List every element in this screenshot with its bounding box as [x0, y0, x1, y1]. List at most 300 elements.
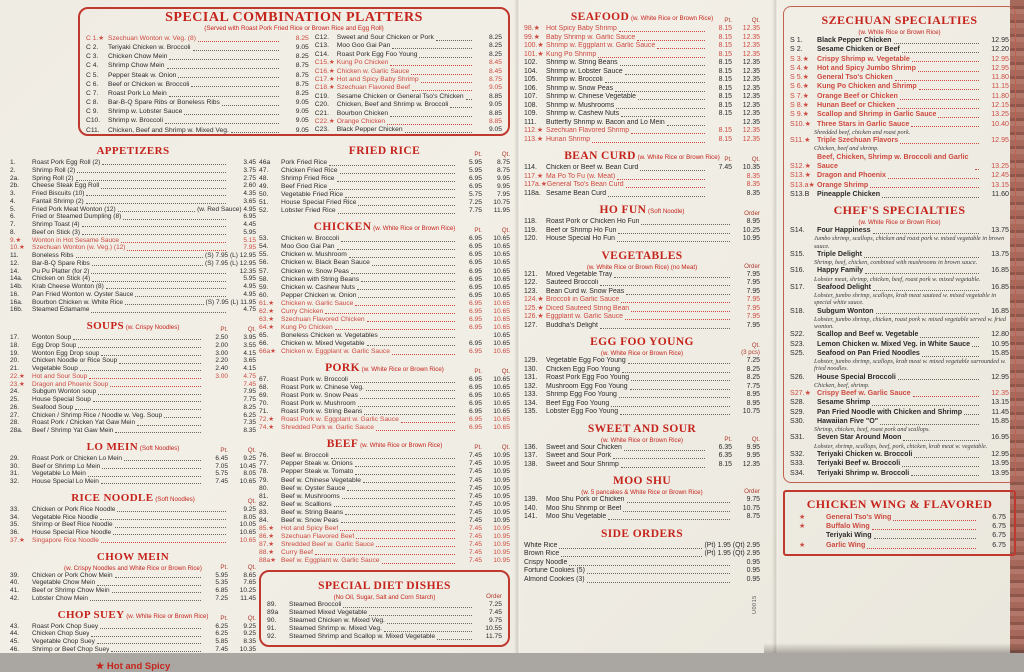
item-name: Szechuan Wonton (w. Veg.) (12): [32, 244, 126, 252]
dotted-leader: [76, 180, 226, 181]
item-price-quart: 10.65: [493, 376, 510, 384]
dotted-leader: [98, 394, 201, 395]
item-number: 117a.★: [524, 181, 547, 188]
dotted-leader: [895, 80, 979, 81]
item-price-pint: 8.15: [718, 127, 732, 134]
item-number: S12.★: [790, 161, 811, 170]
item-name: Shrimp Fried Rice: [281, 175, 335, 183]
item-price-quart: 12.35: [742, 110, 760, 117]
item-price: 13.95: [991, 459, 1009, 468]
item-name: Dragon and Phoenix Soup: [32, 380, 109, 388]
item-name: Wonton Egg Drop soup: [32, 349, 100, 357]
item-name: Roast Pork or Chicken Lo Mein: [32, 454, 122, 462]
section-title: RICE NOODLE: [71, 491, 154, 504]
dotted-leader: [874, 538, 976, 539]
dotted-leader: [903, 440, 979, 441]
item-name: Orange Chicken: [336, 118, 386, 126]
section-note: (w. White Rice or Brown Rice): [600, 350, 684, 357]
price-column-headers: [707, 263, 760, 270]
dotted-leader: [621, 467, 705, 468]
item-number: 45.: [10, 638, 20, 645]
dotted-leader: [382, 563, 455, 564]
menu-item-row: [524, 444, 760, 453]
dotted-leader: [619, 397, 730, 398]
menu-item-row: [315, 110, 502, 118]
menu-item-row: [10, 159, 256, 167]
item-number: 86.★: [259, 532, 275, 540]
menu-item-row: [259, 557, 510, 565]
price-col-header: Pt.: [474, 151, 482, 158]
item-name: Lobster Chow Mein: [32, 594, 88, 602]
menu-item-row: [10, 381, 256, 389]
item-number: 12.: [10, 259, 20, 267]
section-title: SPECIAL DIET DISHES: [318, 580, 451, 593]
item-name: Shrimp or Beef Chop Suey: [32, 645, 110, 653]
item-number: 107.: [524, 93, 538, 100]
item-price: 3.75: [243, 166, 256, 174]
dotted-leader: [167, 68, 279, 69]
item-number: 37.★: [10, 536, 25, 544]
item-number: S15.: [790, 249, 805, 258]
dotted-leader: [360, 398, 455, 399]
price-col-header: Qt.: [247, 497, 256, 505]
item-number: 16b.: [10, 306, 23, 314]
item-number: 40.: [10, 579, 20, 587]
item-name: Vegetable Lo Mein: [32, 470, 86, 478]
item-name: Shrimp w. String Beans: [546, 59, 618, 66]
item-number: 54.: [259, 243, 269, 251]
item-price-quart: 9.95: [496, 183, 510, 191]
dotted-leader: [911, 126, 979, 127]
item-price: 9.05: [488, 101, 502, 109]
special-combination-platters-box: [78, 7, 510, 136]
item-description: Lobster, shrimp, scallops, beef, pork, chicken, krab meat w. vegetable.: [814, 442, 988, 450]
dotted-leader: [617, 241, 730, 242]
item-number: 6.: [10, 213, 16, 221]
item-price-pint: 6.95: [468, 243, 482, 251]
item-name: Chicken w. Broccoli: [281, 235, 339, 243]
price-column-headers: [707, 488, 760, 495]
item-price-quart: 10.65: [493, 331, 510, 339]
dotted-leader: [355, 466, 455, 467]
item-number: 76.: [259, 452, 269, 460]
item-name: Butterfly Shrimp w. Bacon and Lo Mein: [546, 118, 665, 126]
menu-item-row: [86, 89, 309, 98]
section-title: BEEF: [326, 438, 359, 451]
dotted-leader: [630, 389, 730, 390]
dotted-leader: [341, 241, 455, 242]
fold-crease: [514, 0, 521, 653]
menu-item-row: [524, 93, 760, 102]
menu-item-row: [259, 159, 510, 167]
section-note: (Soft Noodles): [138, 444, 180, 452]
item-name: Fried Pork Meat Wonton (12): [32, 205, 116, 213]
item-number: S23.: [790, 339, 805, 348]
item-description: Lobster, jumbo shrimp, chicken, roast pork w. mixed vegetable served w. fried wonton.: [814, 315, 1007, 331]
item-name: Happy Family: [817, 266, 864, 275]
item-price-quart: 12.35: [742, 84, 760, 92]
menu-item-row: [524, 550, 760, 559]
menu-item-row: [10, 275, 256, 283]
section-header: [10, 547, 256, 565]
menu-item-row: [259, 251, 510, 259]
item-price-quart: 4.75: [243, 372, 256, 380]
item-price: 8.25: [488, 50, 502, 58]
section-note: (w. 5 pancakes & White Rice or Brown Rice): [581, 489, 703, 496]
item-name: Mixed Vegetable Tray: [546, 270, 613, 278]
item-number: 65.: [259, 331, 269, 339]
item-price: 12.80: [991, 330, 1009, 339]
item-number: C22.★: [314, 118, 335, 126]
item-number: 137.: [524, 452, 538, 459]
item-price-pint: 8.15: [718, 67, 732, 75]
item-name: Chicken Chop Suey: [32, 630, 90, 638]
dotted-leader: [657, 48, 705, 49]
menu-section: [10, 488, 256, 545]
menu-item-row: [315, 126, 502, 134]
item-price-quart: 10.65: [493, 243, 510, 251]
menu-item-row: [524, 496, 760, 505]
item-number: 89.: [267, 601, 277, 609]
price-col-header: Order: [744, 210, 760, 217]
item-price: 8.75: [488, 76, 502, 84]
dotted-leader: [637, 40, 705, 41]
item-price-quart: 10.65: [493, 307, 510, 315]
price-column-headers: [203, 447, 256, 454]
item-name: Beef w. Mushrooms: [281, 492, 340, 500]
item-number: S 2.: [790, 45, 803, 54]
menu-item-row: [524, 119, 760, 128]
menu-item-row: [86, 52, 309, 61]
menu-item-row: [790, 459, 1009, 468]
item-price-pint: 6.45: [215, 454, 228, 462]
dotted-leader: [587, 573, 730, 574]
item-name: Vegetable Egg Foo Young: [546, 357, 626, 364]
dotted-leader: [882, 197, 979, 198]
item-number: 66a★: [259, 347, 277, 355]
item-price: 12.95: [991, 63, 1009, 72]
item-name: Chicken w. Snow Peas: [281, 267, 350, 275]
dotted-leader: [922, 356, 979, 357]
item-name: Hot and Spicy Jumbo Shrimp: [817, 63, 916, 72]
item-price-quart: 7.45: [243, 380, 256, 388]
item-number: 33.: [10, 505, 20, 513]
menu-item-row: [790, 408, 1009, 417]
menu-item-row: [524, 227, 760, 236]
dotted-leader: [627, 502, 730, 503]
menu-item-row: [10, 190, 256, 198]
item-description: Shredded beef, chicken and roast pork.: [814, 128, 911, 136]
item-name: Shrimp w. Lobster Sauce: [546, 67, 623, 75]
menu-item-row: [524, 305, 760, 314]
dotted-leader: [376, 546, 455, 547]
item-name: Shrimp w. Lobster Sauce: [108, 108, 183, 116]
item-name: Orange Beef or Chicken: [817, 91, 898, 100]
item-price-quart: 8.35: [746, 181, 760, 188]
item-price: 6.75: [992, 540, 1006, 549]
menu-item-row: [10, 579, 256, 587]
item-number: 60.: [259, 291, 269, 299]
dotted-leader: [349, 257, 455, 258]
item-name: Kung Po Chicken and Shrimp: [817, 82, 917, 91]
menu-item-row: [86, 61, 309, 70]
item-number: C 9.: [86, 108, 99, 116]
dotted-leader: [867, 548, 976, 549]
item-price-quart: 10.95: [493, 532, 510, 540]
item-name: Garlic Wing: [826, 540, 866, 549]
dotted-leader: [640, 170, 705, 171]
dotted-leader: [920, 337, 979, 338]
dotted-leader: [198, 41, 279, 42]
item-number: 49.: [259, 183, 269, 191]
item-price-quart: 12.35: [742, 42, 760, 49]
item-name: Hunan Shrimp: [546, 135, 591, 143]
item-price-quart: 10.65: [493, 291, 510, 299]
item-price-quart: 8.25: [243, 403, 256, 411]
item-price-pint: 7.45: [468, 516, 482, 524]
item-price-pint: 6.95: [468, 416, 482, 424]
price-column-headers: [707, 210, 760, 217]
dotted-leader: [872, 405, 979, 406]
item-name: Szechuan Flavored Beef: [336, 84, 411, 92]
item-number: C 7.: [86, 89, 99, 97]
item-number: 2b.: [10, 182, 20, 190]
dotted-leader: [329, 189, 455, 190]
item-price-quart: 12.35: [742, 25, 760, 32]
section-title: LO MEIN: [86, 440, 139, 453]
item-name: Beef or Shrimp Ho Fun: [546, 226, 617, 234]
section-title: CHOP SUEY: [57, 608, 125, 621]
menu-item-row: [267, 625, 502, 633]
price-column-headers: [457, 368, 510, 375]
menu-item-row: [524, 127, 760, 136]
section-subheader: [524, 489, 760, 496]
item-price: 4.35: [243, 190, 256, 197]
item-price: 3.65: [243, 197, 256, 205]
item-name: Baby Shrimp w. Garlic Sauce: [546, 33, 636, 41]
item-price-pint: 2.00: [215, 341, 228, 349]
item-price: 11.45: [991, 407, 1009, 416]
item-name: Chicken, Beef and Shrimp w. Mixed Veg.: [108, 126, 229, 134]
item-number: C18.★: [314, 84, 335, 92]
dotted-leader: [97, 585, 201, 586]
menu-item-row: [790, 226, 1009, 235]
dotted-leader: [367, 321, 455, 322]
dotted-leader: [898, 379, 979, 380]
hot-and-spicy-legend: ★ Hot and Spicy: [95, 660, 171, 672]
item-price-pint: 6.95: [468, 323, 482, 331]
item-name: Pan Fried Noodle with Chicken and Shrimp: [817, 407, 963, 416]
item-price-pint: 6.95: [468, 347, 482, 355]
menu-item-row: [10, 357, 256, 365]
menu-item-row: [790, 110, 1009, 119]
item-price: 8.25: [295, 35, 309, 42]
menu-item-row: [259, 332, 510, 340]
item-number: 16a.: [10, 298, 23, 306]
item-name: Vegetable Fried Rice: [281, 191, 344, 199]
section-note: (w. White Rice or Brown Rice): [124, 612, 209, 620]
item-name: General Tso's Chicken: [817, 73, 893, 82]
item-number: ★: [799, 522, 806, 531]
item-name: Chicken Noodle or Rice Soup: [32, 357, 118, 365]
item-price-pint: 5.75: [468, 191, 482, 199]
menu-item-row: [10, 587, 256, 595]
dotted-leader: [587, 582, 730, 583]
item-number: C21.: [314, 109, 329, 117]
dotted-leader: [165, 123, 279, 124]
item-name: Teriyaki Shrimp w. Broccoli: [817, 468, 910, 477]
item-price-pint: 8.15: [718, 135, 732, 143]
dotted-leader: [605, 82, 705, 83]
item-price-quart: 10.65: [493, 408, 510, 416]
menu-item-row: [10, 630, 256, 638]
item-price-quart: 10.65: [493, 400, 510, 408]
item-name: Beef w. Eggplant w. Garlic Sauce: [281, 556, 380, 564]
item-name: Shrimp Toast (4): [32, 221, 80, 228]
section-note: (No Oil, Sugar, Salt and Corn Starch): [333, 594, 436, 602]
item-name: Shrimp Roll (2): [32, 166, 76, 174]
menu-item-row: [10, 529, 256, 537]
dotted-leader: [115, 577, 201, 578]
item-name: Chicken on Stick (4): [32, 275, 91, 283]
item-name: Chicken w. Garlic Sauce: [336, 67, 410, 75]
item-price-quart: 10.95: [493, 484, 510, 492]
item-price-pint: 8.15: [718, 460, 732, 468]
middle-column: [259, 139, 510, 647]
item-price: 10.95: [742, 235, 760, 242]
item-price: 7.95: [746, 321, 760, 329]
item-price-quart: 10.65: [493, 283, 510, 291]
dotted-leader: [401, 422, 455, 423]
menu-item-row: [524, 59, 760, 68]
item-price-quart: 10.65: [493, 275, 510, 283]
dotted-leader: [412, 90, 472, 91]
section-header: [259, 217, 510, 235]
section-header: [524, 419, 760, 437]
item-name: Crispy Noodle: [524, 558, 568, 566]
price-col-header: Qt.: [751, 156, 760, 163]
dotted-leader: [626, 294, 730, 295]
item-number: S17.: [790, 282, 805, 291]
item-price-quart: 8.35: [746, 172, 760, 180]
dotted-leader: [631, 380, 730, 381]
item-price-pint: 3.00: [215, 372, 228, 380]
price-col-header: [707, 342, 732, 349]
dotted-leader: [914, 457, 979, 458]
item-price: 8.25: [295, 89, 309, 97]
dotted-leader: [466, 99, 472, 100]
menu-item-row: [259, 235, 510, 243]
item-price: 4.95: [243, 290, 256, 298]
item-price-pint: 8.15: [718, 33, 732, 41]
section-header: [790, 11, 1009, 29]
item-price-quart: 4.15: [243, 365, 256, 372]
item-description: Shrimp, chicken, beef, roast pork and scallops.: [814, 426, 930, 434]
dotted-leader: [361, 281, 455, 282]
item-number: S 6.★: [790, 82, 809, 91]
item-number: 120.: [524, 235, 538, 242]
item-price-quart: 8.65: [243, 571, 256, 579]
dotted-leader: [893, 520, 976, 521]
item-name: Pan Fried Wonton w. Oyster Sauce: [32, 290, 134, 298]
dotted-leader: [123, 219, 226, 220]
item-price: 7.25: [746, 357, 760, 364]
item-price: 12.35: [239, 267, 256, 275]
item-name: General Tso's Wing: [826, 512, 892, 521]
section-header: [524, 332, 760, 350]
item-number: 105.: [524, 76, 538, 83]
item-name: Moo Goo Gai Pan: [336, 42, 391, 50]
section-header: [793, 495, 1006, 513]
item-name: Buffalo Wing: [826, 522, 870, 531]
dotted-leader: [621, 116, 705, 117]
item-price-quart: 8.35: [243, 427, 256, 434]
menu-section: [259, 358, 510, 432]
item-price-pint: 7.25: [468, 199, 482, 207]
item-number: 36.: [10, 529, 20, 536]
price-col-header: Pt.: [220, 446, 228, 454]
menu-item-row: [259, 408, 510, 416]
dotted-leader: [621, 302, 730, 303]
item-price: 8.25: [746, 365, 760, 373]
dotted-leader: [667, 125, 705, 126]
menu-item-row: [315, 34, 502, 42]
menu-item-row: [524, 110, 760, 119]
menu-item-row: [259, 268, 510, 276]
menu-item-row: [790, 136, 1009, 145]
combo-items-left: [86, 34, 315, 135]
item-price: 11.80: [991, 73, 1009, 82]
item-name: Sauteed Broccoli: [546, 279, 599, 286]
dotted-leader: [900, 99, 979, 100]
item-name: Pineapple Chicken: [817, 189, 881, 198]
item-price: 13.25: [991, 161, 1009, 170]
item-price: 10.05: [239, 521, 256, 529]
menu-item-row: [259, 175, 510, 183]
item-number: C 4.: [86, 62, 99, 70]
section-title: FRIED RICE: [348, 145, 421, 157]
item-price-pint: 6.95: [468, 251, 482, 259]
item-name: Buddha's Delight: [546, 321, 598, 329]
item-number: 111.: [524, 118, 537, 126]
menu-item-row: [10, 260, 256, 268]
item-price: 12.35: [991, 389, 1009, 398]
item-name: Singapore Rice Noodle: [32, 536, 99, 544]
item-name: Beef w. Oyster Sauce: [281, 484, 346, 492]
menu-item-row: [10, 537, 256, 545]
section-header: [524, 246, 760, 264]
item-price-quart: 9.25: [243, 622, 256, 630]
item-price-pint: 6.95: [468, 307, 482, 315]
item-number: 77.: [259, 460, 269, 468]
item-number: S29.: [790, 407, 805, 416]
menu-item-row: [10, 412, 256, 420]
menu-item-row: [524, 164, 760, 173]
item-price: 7.95: [746, 279, 760, 286]
menu-section: [259, 217, 510, 356]
item-number: 69.: [259, 392, 269, 400]
item-name: Bean Curd w. Snow Peas: [546, 287, 625, 295]
item-number: 3.: [10, 190, 16, 197]
menu-item-row: [10, 396, 256, 404]
dotted-leader: [900, 143, 979, 144]
menu-section: [524, 7, 760, 144]
item-name: Shrimp or Beef Rice Noodle: [32, 521, 113, 529]
item-number: 55.: [259, 251, 269, 259]
item-description: Chicken, beef and shrimp.: [814, 145, 879, 153]
item-price: (S) 7.95 (L) 12.95: [205, 252, 256, 259]
menu-item-row: [10, 514, 256, 522]
